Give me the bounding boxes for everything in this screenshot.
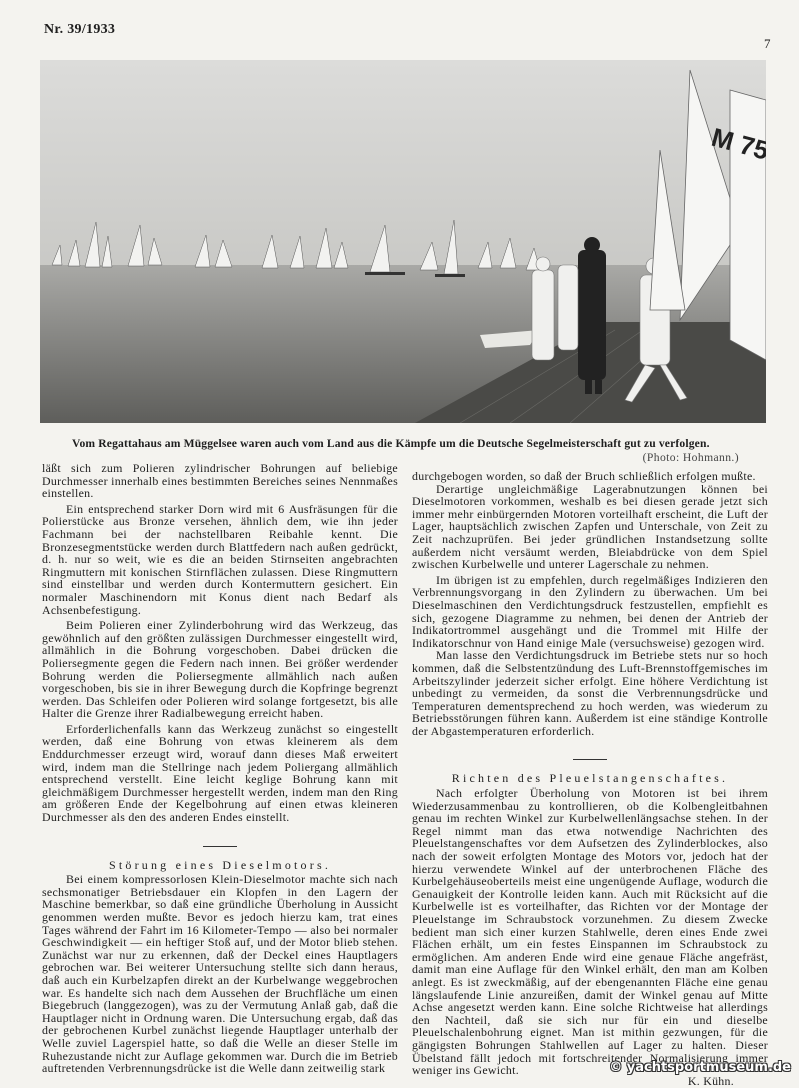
- paragraph: Nach erfolgter Überholung von Motoren ist bei ihrem Wiederzusammenbau zu kontrollieren, ob die Kolbengleitbahnen genau im rechten Winkel zur Kurbelwellenlängsachse stehen. In der Regel nimmt man das etwa notwendige Nachrichten des Pleuelstangenschaftes vor dem Aufsetzen des Zylinderblockes, also nach der soweit erfolgten Montage des Motors vor, jedoch hat der hierzu verwendete Winkel auf der unterbrochenen Fläche des Kurbelgehäuseoberteils meist eine ungenügende Auflage, wodurch die Genauigkeit der Kontrolle leiden kann. Auch mit Rücksicht auf die Kurbelwelle ist es vorteilhafter, das Richten vor der Montage der Pleuelstange im Schraubstock vorzunehmen. Zu diesem Zwecke bedient man sich einer kurzen Stahlwelle, deren eines Ende zwei Flächen erhält, um ein festes Einspannen im Schraubstock zu ermöglichen. Am anderen Ende wird eine genaue Fläche angefräst, damit man eine Auflage für den Winkel erhält, den man am Kolben anlegt. Es ist zweckmäßig, auf der ebengenannten Fläche eine genau längslaufende Linie anzureißen, damit der Winkel genau auf Mitte Achse angesetzt werden kann. Eine solche Richtweise hat allerdings den Nachteil, daß sie sich nur für ein und dieselbe Pleuelschalenbohrung eignet. Man ist mithin gezwungen, für die gängigsten Bohrungen Stahlwellen auf Lager zu halten. Dieser Übelstand fällt jedoch mit fortschreitender Normalisierung immer weniger ins Gewicht.: [412, 786, 768, 1078]
- section-divider: [203, 846, 237, 847]
- photo-credit: (Photo: Hohmann.): [642, 451, 739, 464]
- regatta-photo: [40, 60, 766, 423]
- paragraph: Bei einem kompressorlosen Klein-Dieselmotor machte sich nach sechsmonatiger Betriebsdauer ein Klopfen in den Lagern der Maschine bemerkbar, so daß eine gründliche Überholung in Aussicht genommen werden mußte. Bevor es jedoch hierzu kam, trat eines Tages während der Fahrt im 16 Kilometer-Tempo — also bei normaler Geschwindigkeit — ein heftiger Stoß auf, und der Motor blieb stehen. Zunächst war nur zu erkennen, daß der Deckel eines Hauptlagers gebrochen war. Bei weiterer Untersuchung stellte sich dann heraus, daß auch ein Kurbelzapfen direkt an der Kurbelwange weggebrochen war. Es handelte sich nach dem Aussehen der Bruchfläche um einen Biegebruch (langgezogen), was zu der Vermutung Anlaß gab, daß die Hauptlager nicht in Ordnung waren. Die Untersuchung ergab, daß das der gebrochenen Kurbel zunächst liegende Hauptlager unterhalb der Welle zuviel Lagerspiel hatte, so daß die Welle an dieser Stelle im Ruhezustande nicht zur Auflage gekommen war. Durch die im Betrieb auftretenden Verbrennungsdrücke ist die Welle dann zeitweilig stark: [42, 872, 398, 1076]
- author-signature: K. Kühn.: [687, 1073, 734, 1088]
- paragraph: Erforderlichenfalls kann das Werkzeug zunächst so eingestellt werden, daß eine Bohrung von etwas kleinerem als dem Enddurchmesser erzeugt wird, worauf dann dieses Maß erweitert wird, indem man die Stellringe nach jedem Poliergang allmählich entsprechend verstellt. Eine leicht keglige Bohrung kann mit gleichmäßigem Durchmesser hergestellt werden, indem man den Ring am größeren Ende der Kegelbohrung auf einen etwas kleineren Durchmesser als den des anderen Endes einstellt.: [42, 721, 398, 825]
- page-number: 7: [764, 36, 771, 51]
- left-column: [42, 462, 398, 1075]
- right-column: [412, 470, 768, 1087]
- paragraph: durchgebogen worden, so daß der Bruch schließlich erfolgen mußte.: [412, 469, 756, 483]
- section-heading: Störung eines Dieselmotors.: [108, 857, 332, 872]
- paragraph: Im übrigen ist zu empfehlen, durch regelmäßiges Indizieren den Verbrennungsvorgang in den Zylindern zu überwachen. Um bei Dieselmaschinen den Verdichtungsdruck festzustellen, empfiehlt es sich, gezogene Diagramme zu nehmen, bei denen der Antrieb der Indikatortrommel ausgehängt und die Trommel mit Hilfe der Indikatorschnur von Hand einige Male (versuchsweise) gezogen wird.: [412, 572, 768, 650]
- issue-number: Nr. 39/1933: [44, 22, 116, 37]
- section-heading: Richten des Pleuelstangenschaftes.: [451, 771, 729, 786]
- paragraph: Man lasse den Verdichtungsdruck im Betriebe stets nur so hoch kommen, daß die Selbstentzündung des Luft-Brennstoffgemisches im Arbeitszylinder jederzeit sicher erfolgt. Eine höhere Verdichtung ist unbedingt zu vermeiden, da sonst die Verbrennungsdrücke und Temperaturen dementsprechend zu hoch werden, was wiederum zu Betriebsstörungen führen kann. Außerdem ist eine ständige Kontrolle der Abgastemperaturen erforderlich.: [412, 648, 768, 738]
- paragraph: läßt sich zum Polieren zylindrischer Bohrungen auf beliebige Durchmesser innerhalb eines bestimmten Bereiches seines Nennmaßes einstellen.: [42, 461, 398, 501]
- regatta-photo-image: [40, 60, 766, 423]
- paragraph: Derartige ungleichmäßige Lagerabnutzungen können bei Dieselmotoren vorkommen, weshalb es bei diesen gerade jetzt sich immer mehr einbürgernden Motoren vorteilhaft erscheint, die Luft der Lager, hauptsächlich zwischen Zapfen und Unterschale, von Zeit zu Zeit nachzuprüfen. Bei jeder gründlichen Instandsetzung sollte außerdem nicht versäumt werden, Bleiabdrücke von dem Spiel zwischen Kurbelwelle und unterer Lagerschale zu nehmen.: [412, 481, 768, 572]
- paragraph: Beim Polieren einer Zylinderbohrung wird das Werkzeug, das gewöhnlich auf den größten zulässigen Durchmesser eingestellt wird, allmählich in die Bohrung vorgeschoben. Dabei drücken die Poliersegmente gegen die Federn nach innen. Bei größer werdender Bohrung werden die Poliersegmente allmählich nach außen vorgeschoben, bis sie in ihrer Bewegung durch die Kopfringe begrenzt werden. Das Schleifen oder Polieren wird solange fortgesetzt, bis alle Halter die Grenze ihrer Radialbewegung erreicht haben.: [42, 618, 398, 721]
- sail-marking: M 75: [708, 121, 766, 166]
- paragraph: Ein entsprechend starker Dorn wird mit 6 Ausfräsungen für die Polierstücke aus Bronze versehen, ähnlich dem, wie ihn jeder Fachmann bei der nachstellbaren Reibahle kennt. Die Bronzesegmentstücke werden durch Blattfedern nach außen gedrückt, d. h. nur so weit, wie es die an beiden Stirnseiten angebrachten Ringmuttern mit konischen Stirnflächen zulassen. Diese Ringmuttern sind einstellbar und werden durch Kontermuttern gesichert. Ein normaler Maschinendorn mit Konus dient nach Bedarf als Achsenbefestigung.: [42, 501, 398, 617]
- watermark: © yachtsportmuseum.de: [609, 1060, 791, 1075]
- photo-caption: Vom Regattahaus am Müggelsee waren auch vom Land aus die Kämpfe um die Deutsche Segelmeisterschaft gut zu verfolgen.: [72, 437, 710, 450]
- section-divider: [573, 759, 607, 760]
